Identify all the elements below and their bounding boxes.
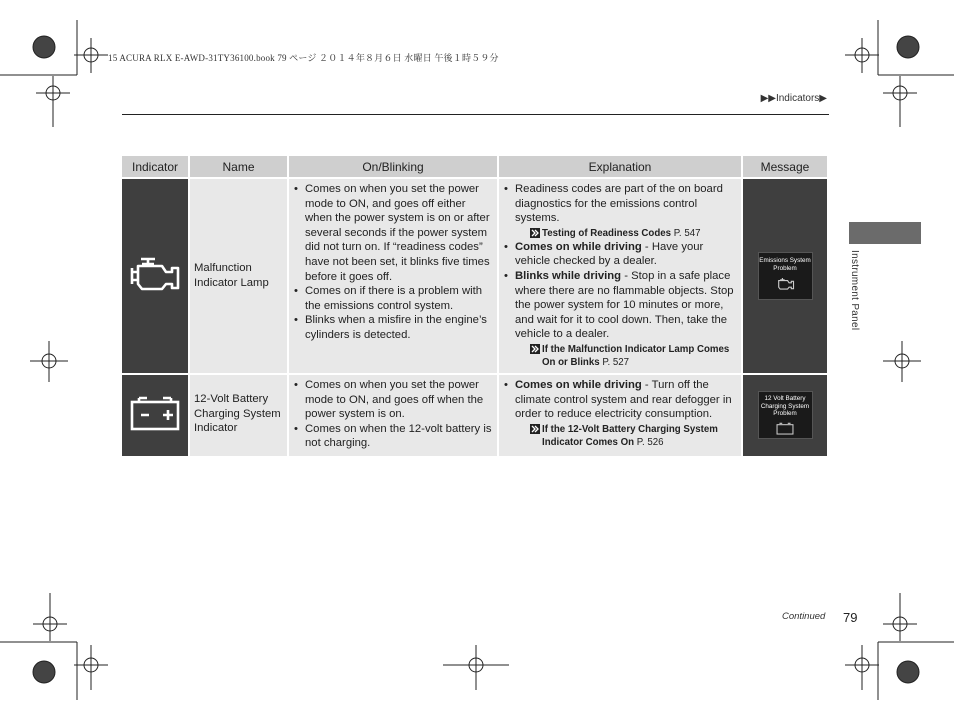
on-blinking-cell [289, 179, 497, 373]
message-cell [743, 179, 827, 373]
list-item: • Readiness codes are part of the on board diagnostics for the emissions control systems. Testing of Readiness Codes P. 547 [502, 182, 737, 240]
list-item: • Blinks while driving - Stop in a safe place where there are no flammable objects. Stop the power system for 10 minutes or more, and wait for it to cool down. Then, take the vehicle to a dealer. If the Malfunction Indicator Lamp Comes On or Blinks P. 527 [502, 269, 737, 369]
col-on-blinking: On/Blinking [289, 156, 497, 177]
col-explanation: Explanation [499, 156, 741, 177]
list-item: • Comes on when you set the power mode to ON, and goes off when the power system is on. [292, 378, 493, 422]
list-item: • Comes on when the 12-volt battery is not charging. [292, 422, 493, 451]
col-name: Name [190, 156, 287, 177]
section-tab-label: Instrument Panel [849, 250, 860, 331]
explanation-cell [499, 375, 741, 456]
list-item: • Blinks when a misfire in the engine’s cylinders is detected. [292, 313, 493, 342]
table-row [122, 179, 827, 373]
reference-arrow-icon [530, 228, 540, 238]
on-blinking-cell [289, 375, 497, 456]
header-rule [122, 114, 829, 115]
engine-check-icon [775, 276, 795, 291]
message-text: 12 Volt Battery [764, 395, 806, 403]
list-item: • Comes on if there is a problem with the emissions control system. [292, 284, 493, 313]
message-text: Problem [773, 264, 797, 272]
section-tab[interactable] [849, 222, 921, 244]
list-item: • Comes on when you set the power mode to ON, and goes off either when the power system is on or after several seconds if the power system did not turn on. If “readiness codes” have not been set, it blinks five times before it goes off. [292, 182, 493, 284]
battery-icon [776, 422, 794, 435]
breadcrumb[interactable]: ▶▶Indicators▶ [760, 93, 827, 104]
message-display [758, 391, 813, 439]
battery-icon [129, 395, 181, 431]
cross-reference-link[interactable]: If the 12-Volt Battery Charging System Indicator Comes On P. 526 [515, 423, 737, 449]
col-indicator: Indicator [122, 156, 188, 177]
indicator-cell [122, 179, 188, 373]
message-text: Emissions System [759, 257, 811, 264]
indicator-name: Malfunction Indicator Lamp [190, 179, 287, 373]
message-display [758, 252, 813, 300]
message-cell [743, 375, 827, 456]
cross-reference-link[interactable]: Testing of Readiness Codes P. 547 [515, 227, 737, 240]
message-text: Problem [773, 410, 797, 418]
indicator-cell [122, 375, 188, 456]
col-message: Message [743, 156, 827, 177]
reference-arrow-icon [530, 344, 540, 354]
list-item: • Comes on while driving - Have your vehicle checked by a dealer. [502, 240, 737, 269]
indicator-name: 12-Volt Battery Charging System Indicator [190, 375, 287, 456]
cross-reference-link[interactable]: If the Malfunction Indicator Lamp Comes On or Blinks P. 527 [515, 343, 737, 369]
indicators-table [120, 154, 829, 458]
engine-check-icon [128, 254, 182, 294]
list-item: • Comes on while driving - Turn off the climate control system and rear defogger in order to reduce electricity consumption. If the 12-Volt Battery Charging System Indicator Comes On P. 526 [502, 378, 737, 449]
print-header: 15 ACURA RLX E-AWD-31TY36100.book 79 ページ ２０１４年８月６日 水曜日 午後１時５９分 [108, 53, 499, 63]
page-number: 79 [843, 610, 858, 625]
explanation-cell [499, 179, 741, 373]
message-text: Charging System [760, 402, 810, 410]
table-header-row [122, 156, 827, 177]
continued-label: Continued [782, 611, 826, 622]
table-row [122, 375, 827, 456]
reference-arrow-icon [530, 424, 540, 434]
